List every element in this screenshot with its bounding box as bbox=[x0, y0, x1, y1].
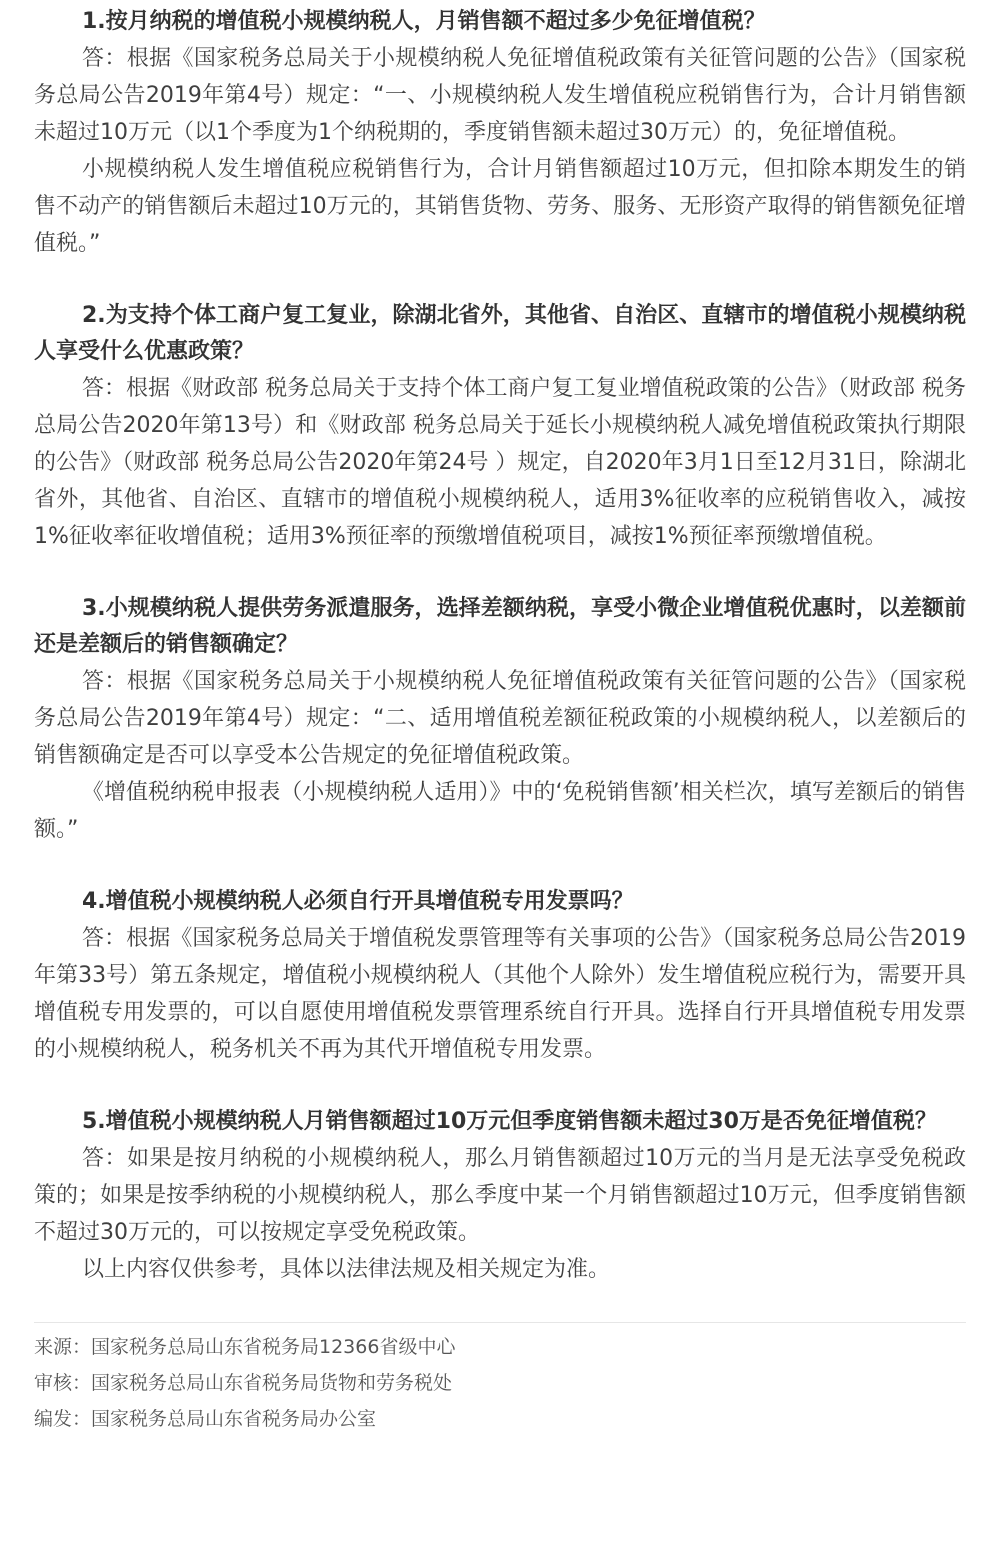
spacer bbox=[34, 555, 966, 591]
spacer bbox=[34, 262, 966, 298]
question-1: 1.按月纳税的增值税小规模纳税人，月销售额不超过多少免征增值税？ bbox=[82, 9, 766, 34]
answer-2-paragraph-1: 答：根据《财政部 税务总局关于支持个体工商户复工复业增值税政策的公告》（财政部 税务总局公告2020年第13号）和《财政部 税务总局关于延长小规模纳税人减免增值税政策执行期限的公告》（财政部 税务总局公告2020年第24号 ）规定，自2020年3月1日至12月31日，除湖北省外，其他省、自治区、直辖市的增值税小规模纳税人，适用3%征收率的应税销售收入，减按1%征收率征收增值税；适用3%预征率的预缴增值税项目，减按1%预征率预缴增值税。 bbox=[34, 376, 966, 549]
qa-item-3 bbox=[34, 591, 966, 848]
footer-editor: 编发：国家税务总局山东省税务局办公室 bbox=[34, 1408, 377, 1430]
question-2: 2.为支持个体工商户复工复业，除湖北省外，其他省、自治区、直辖市的增值税小规模纳税人享受什么优惠政策？ bbox=[34, 303, 966, 364]
question-5: 5.增值税小规模纳税人月销售额超过10万元但季度销售额未超过30万是否免征增值税？ bbox=[82, 1109, 937, 1134]
question-3: 3.小规模纳税人提供劳务派遣服务，选择差额纳税，享受小微企业增值税优惠时，以差额前还是差额后的销售额确定？ bbox=[34, 596, 966, 657]
question-4: 4.增值税小规模纳税人必须自行开具增值税专用发票吗？ bbox=[82, 889, 634, 914]
article-footer bbox=[34, 1322, 966, 1437]
qa-item-5 bbox=[34, 1104, 966, 1288]
spacer bbox=[34, 1068, 966, 1104]
qa-item-2 bbox=[34, 298, 966, 555]
answer-1-paragraph-2: 小规模纳税人发生增值税应税销售行为，合计月销售额超过10万元，但扣除本期发生的销售不动产的销售额后未超过10万元的，其销售货物、劳务、服务、无形资产取得的销售额免征增值税。” bbox=[34, 157, 966, 256]
answer-1-paragraph-1: 答：根据《国家税务总局关于小规模纳税人免征增值税政策有关征管问题的公告》（国家税务总局公告2019年第4号）规定：“一、小规模纳税人发生增值税应税销售行为，合计月销售额未超过10万元（以1个季度为1个纳税期的，季度销售额未超过30万元）的，免征增值税。 bbox=[34, 46, 966, 145]
footer-source: 来源：国家税务总局山东省税务局12366省级中心 bbox=[34, 1336, 456, 1358]
answer-3-paragraph-2: 《增值税纳税申报表（小规模纳税人适用）》中的‘免税销售额’相关栏次，填写差额后的销售额。” bbox=[34, 780, 966, 842]
qa-item-1 bbox=[34, 4, 966, 262]
answer-3-paragraph-1: 答：根据《国家税务总局关于小规模纳税人免征增值税政策有关征管问题的公告》（国家税务总局公告2019年第4号）规定：“二、适用增值税差额征税政策的小规模纳税人，以差额后的销售额确定是否可以享受本公告规定的免征增值税政策。 bbox=[34, 669, 966, 768]
answer-4-paragraph-1: 答：根据《国家税务总局关于增值税发票管理等有关事项的公告》（国家税务总局公告2019年第33号）第五条规定，增值税小规模纳税人（其他个人除外）发生增值税应税行为，需要开具增值税专用发票的，可以自愿使用增值税发票管理系统自行开具。选择自行开具增值税专用发票的小规模纳税人，税务机关不再为其代开增值税专用发票。 bbox=[34, 926, 966, 1062]
qa-item-4 bbox=[34, 884, 966, 1068]
answer-5-paragraph-1: 答：如果是按月纳税的小规模纳税人，那么月销售额超过10万元的当月是无法享受免税政策的；如果是按季纳税的小规模纳税人，那么季度中某一个月销售额超过10万元，但季度销售额不超过30万元的，可以按规定享受免税政策。 bbox=[34, 1146, 966, 1245]
spacer bbox=[34, 848, 966, 884]
footer-review: 审核：国家税务总局山东省税务局货物和劳务税处 bbox=[34, 1372, 453, 1394]
disclaimer: 以上内容仅供参考，具体以法律法规及相关规定为准。 bbox=[82, 1257, 611, 1282]
